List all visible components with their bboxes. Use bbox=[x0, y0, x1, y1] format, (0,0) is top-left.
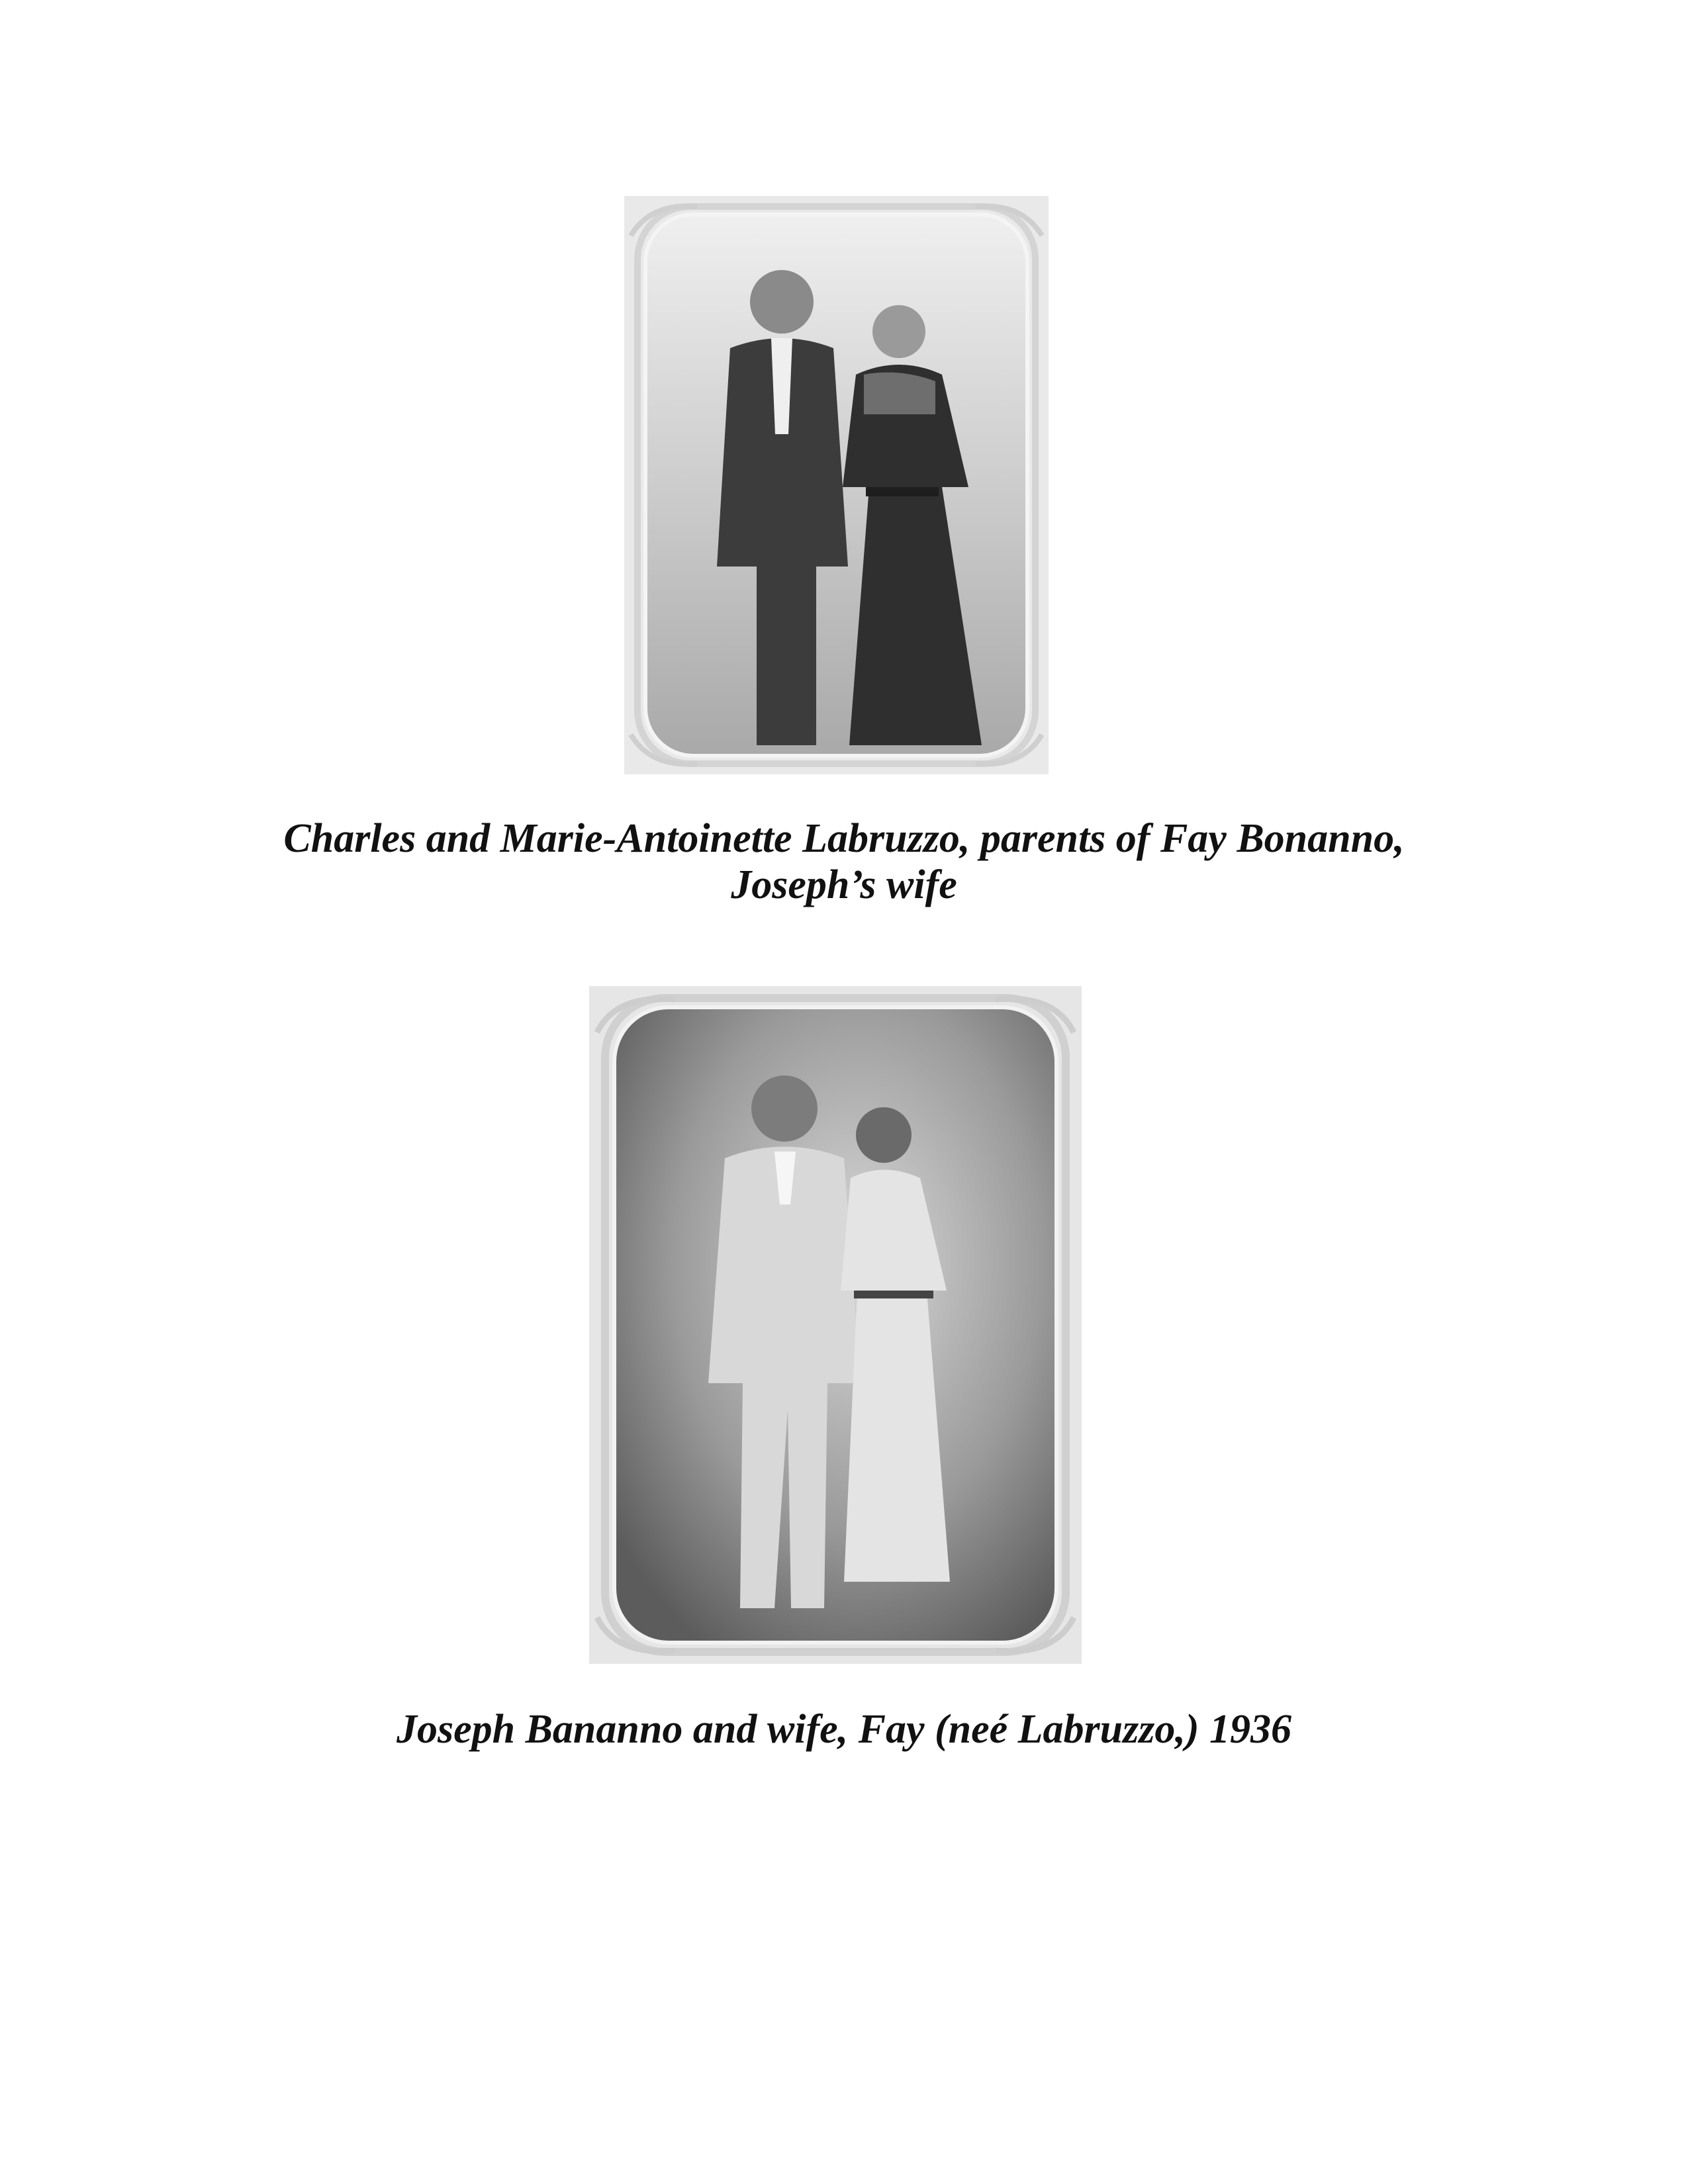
photo-labruzzo-couple bbox=[624, 196, 1049, 774]
caption-1-line-2: Joseph’s wife bbox=[731, 862, 957, 907]
photo-bananno-couple bbox=[589, 986, 1082, 1664]
caption-labruzzo-parents bbox=[0, 815, 1688, 908]
caption-bananno-wedding bbox=[0, 1706, 1688, 1752]
caption-1-line-1: Charles and Marie-Antoinette Labruzzo, parents of Fay Bonanno, bbox=[283, 816, 1405, 861]
caption-2-line-1: Joseph Bananno and wife, Fay (neé Labruzzo,) 1936 bbox=[396, 1707, 1292, 1752]
